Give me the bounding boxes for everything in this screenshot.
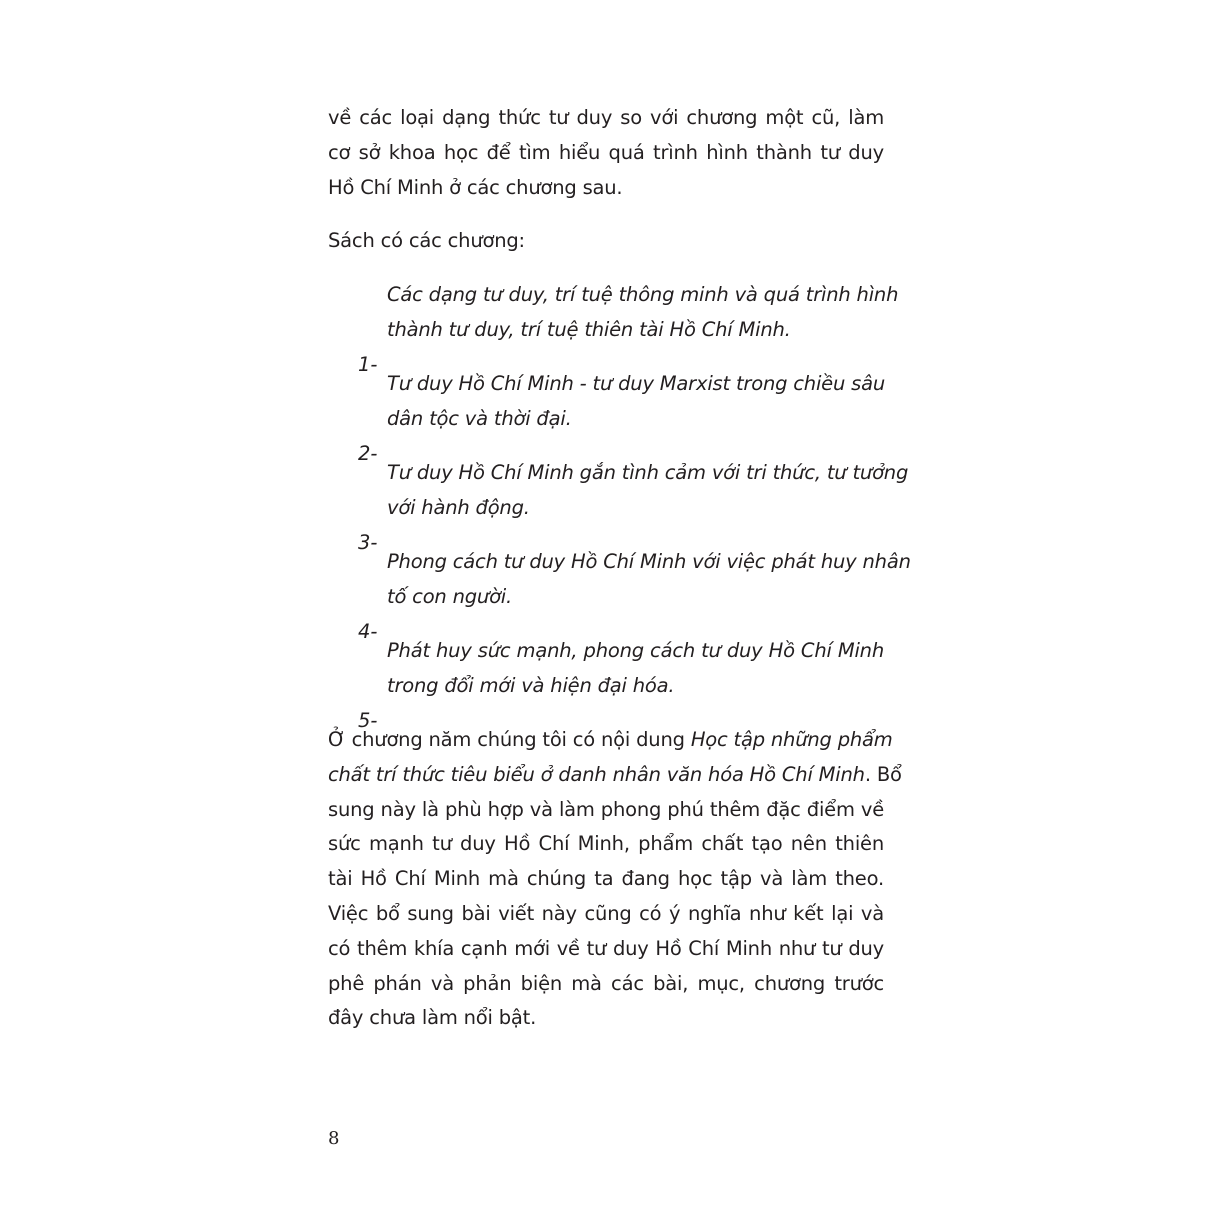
text-run: tài Hồ Chí Minh mà chúng ta đang học tập và làm theo. bbox=[328, 867, 884, 891]
text-line bbox=[328, 967, 884, 1002]
page-number: 8 bbox=[328, 1128, 340, 1149]
text-run: sức mạnh tư duy Hồ Chí Minh, phẩm chất tạo nên thiên bbox=[328, 832, 884, 856]
text-line bbox=[328, 897, 884, 932]
text-line bbox=[328, 758, 902, 793]
italic-text: tố con người. bbox=[387, 584, 513, 608]
italic-text: Tư duy Hồ Chí Minh - tư duy Marxist trong chiều sâu bbox=[387, 372, 885, 395]
text-line bbox=[328, 827, 884, 862]
text-run: có thêm khía cạnh mới về tư duy Hồ Chí Minh như tư duy bbox=[328, 936, 884, 960]
text-run: phê phán và phản biện mà các bài, mục, chương trước bbox=[328, 971, 884, 995]
chapter-number: 1- bbox=[358, 352, 378, 376]
text-run: Sách có các chương: bbox=[328, 229, 525, 252]
chapter-list-item bbox=[328, 545, 911, 643]
text-line bbox=[328, 313, 884, 348]
text-line bbox=[328, 669, 884, 704]
chapter-number: 5- bbox=[358, 708, 378, 732]
text-run: Việc bổ sung bài viết này cũng có ý nghĩa như kết lại và bbox=[328, 901, 884, 925]
italic-text: Học tập những phẩm bbox=[690, 728, 893, 751]
chapter-list-item bbox=[328, 456, 909, 554]
text-line bbox=[328, 136, 884, 171]
chapter-list-item bbox=[328, 634, 884, 732]
text-run: cơ sở khoa học để tìm hiểu quá trình hình thành tư duy bbox=[328, 140, 884, 164]
text-line bbox=[328, 278, 899, 313]
text-line bbox=[328, 862, 884, 897]
italic-text: thành tư duy, trí tuệ thiên tài Hồ Chí Minh. bbox=[387, 317, 791, 341]
text-run: đây chưa làm nổi bật. bbox=[328, 1006, 537, 1030]
text-run: về các loại dạng thức tư duy so với chương một cũ, làm bbox=[328, 106, 884, 129]
italic-text: với hành động. bbox=[387, 495, 530, 519]
chapter-list-item bbox=[328, 278, 899, 376]
text-run: Ở chương năm chúng tôi có nội dung bbox=[328, 728, 691, 751]
italic-text: Các dạng tư duy, trí tuệ thông minh và quá trình hình bbox=[387, 283, 899, 306]
text-line bbox=[328, 171, 884, 206]
closing-paragraph bbox=[328, 723, 902, 1036]
text-line bbox=[328, 402, 884, 437]
text-line bbox=[328, 456, 909, 491]
italic-text: Phong cách tư duy Hồ Chí Minh với việc phát huy nhân bbox=[387, 550, 911, 573]
text-line bbox=[328, 491, 884, 526]
text-line bbox=[328, 545, 911, 580]
text-line bbox=[328, 101, 884, 136]
text-line bbox=[328, 793, 884, 828]
text-run: Hồ Chí Minh ở các chương sau. bbox=[328, 175, 623, 199]
chapters-heading bbox=[328, 224, 884, 259]
italic-text: chất trí thức tiêu biểu ở danh nhân văn hóa Hồ Chí Minh bbox=[328, 762, 865, 786]
text-run: sung này là phù hợp và làm phong phú thêm đặc điểm về bbox=[328, 797, 884, 821]
chapter-number: 2- bbox=[358, 441, 378, 465]
text-line bbox=[328, 1001, 884, 1036]
text-line bbox=[328, 367, 884, 402]
text-line bbox=[328, 580, 884, 615]
text-line bbox=[328, 932, 884, 967]
text-line bbox=[328, 224, 884, 259]
chapter-number: 4- bbox=[358, 619, 378, 643]
italic-text: Phát huy sức mạnh, phong cách tư duy Hồ Chí Minh bbox=[387, 639, 884, 662]
italic-text: Tư duy Hồ Chí Minh gắn tình cảm với tri thức, tư tưởng bbox=[387, 461, 909, 484]
chapter-number: 3- bbox=[358, 530, 378, 554]
intro-paragraph bbox=[328, 101, 884, 205]
text-line bbox=[328, 634, 884, 669]
text-run: . Bổ bbox=[864, 762, 902, 786]
text-line bbox=[328, 723, 893, 758]
chapter-list-item bbox=[328, 367, 885, 465]
italic-text: trong đổi mới và hiện đại hóa. bbox=[387, 673, 675, 697]
italic-text: dân tộc và thời đại. bbox=[387, 406, 572, 430]
